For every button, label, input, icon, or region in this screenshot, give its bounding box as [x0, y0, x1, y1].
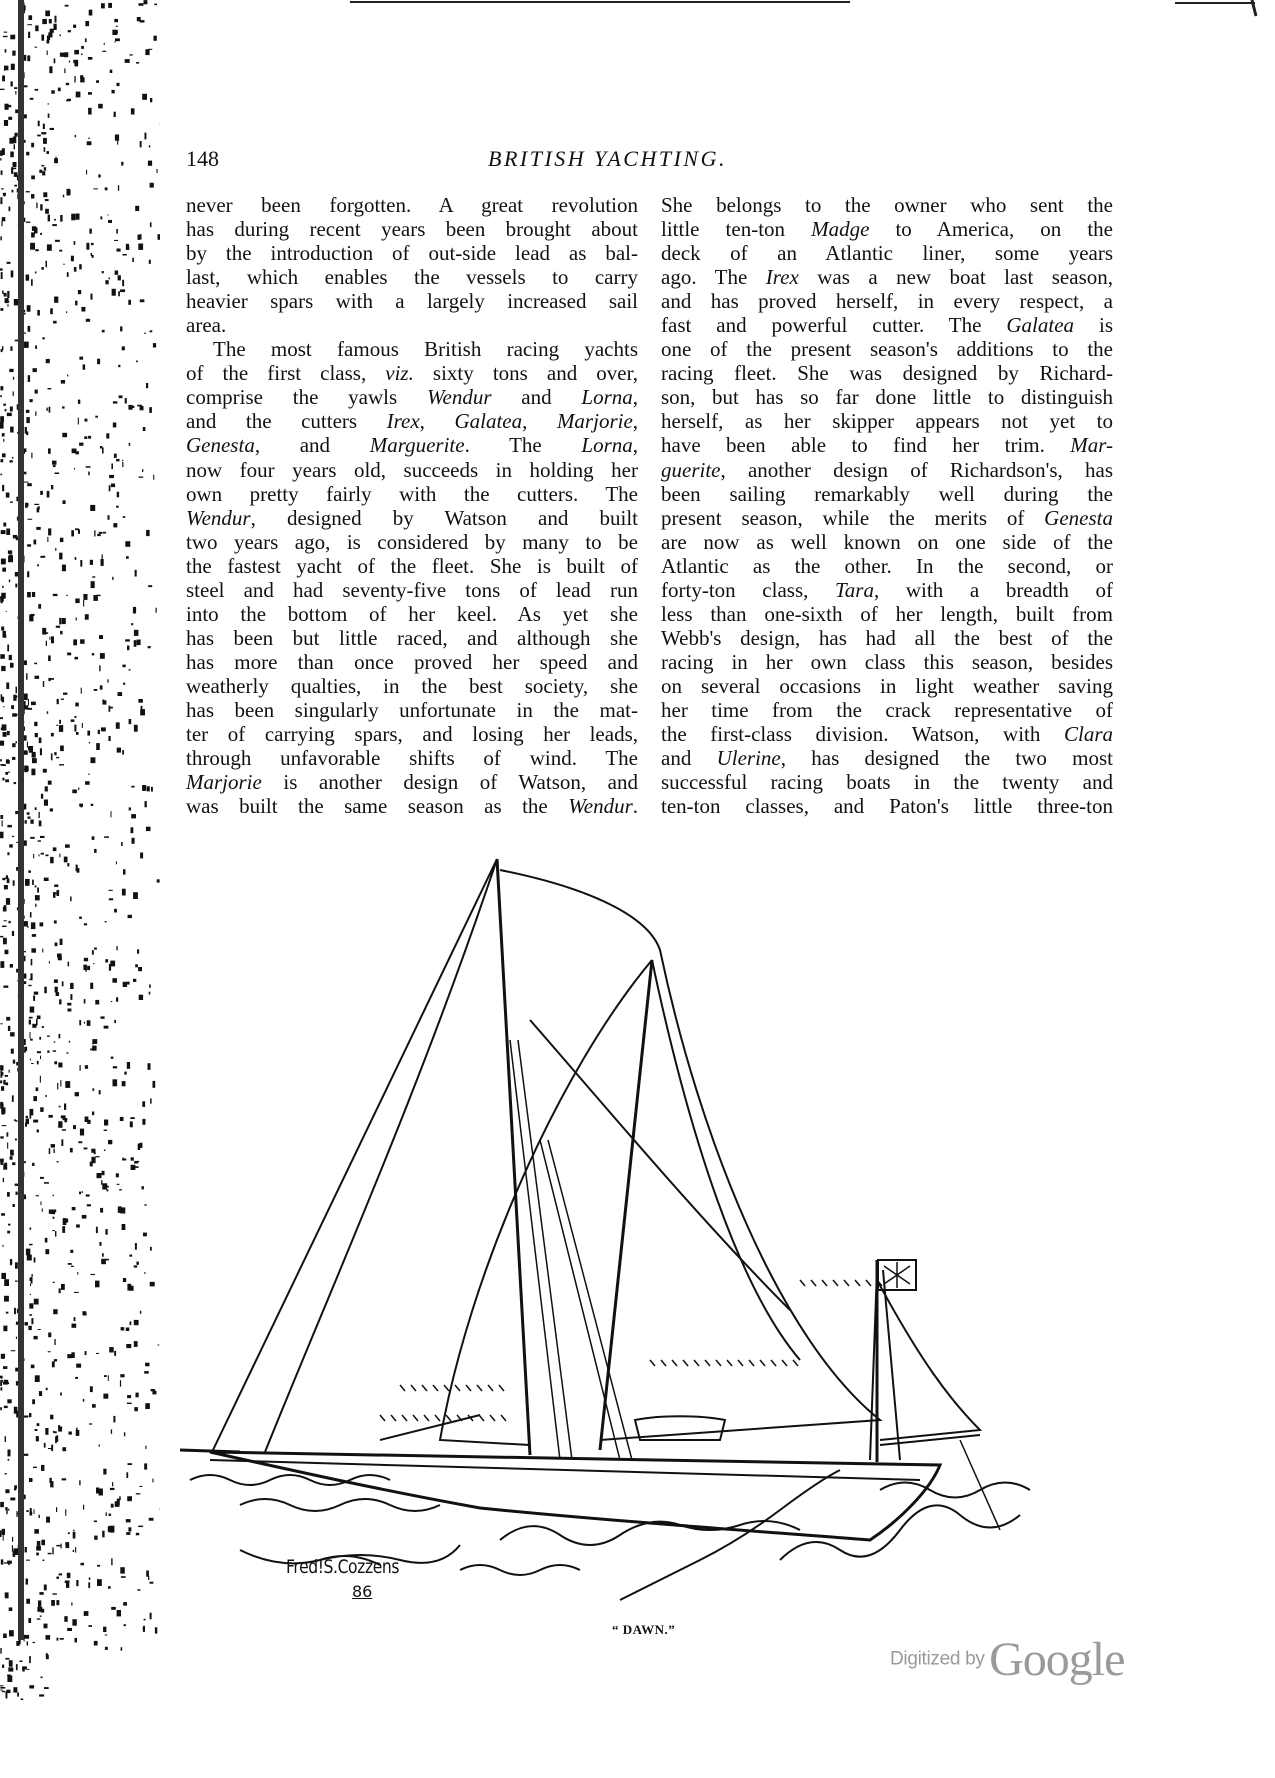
text-line: ago. The Irex was a new boat last season, [661, 265, 1113, 290]
text-line: been sailing remarkably well during the [661, 481, 1113, 506]
scan-speckle [0, 0, 160, 1700]
digitized-by-google-watermark [890, 1632, 1124, 1687]
text-line: guerite, another design of Richardson's, has [661, 457, 1113, 482]
text-line: has more than once proved her speed and [186, 649, 638, 674]
text-line: less than one-sixth of her length, built from [661, 601, 1113, 626]
text-line: forty-ton class, Tara, with a breadth of [661, 577, 1113, 602]
top-mast [600, 960, 652, 1450]
text-line: ter of carrying spars, and losing her leads, [186, 722, 638, 747]
text-line: steel and had seventy-five tons of lead run [186, 577, 638, 602]
italic-vessel-name: Lorna [581, 433, 633, 458]
italic-vessel-name: viz. [385, 361, 414, 386]
italic-vessel-name: Wendur [426, 385, 492, 410]
text-line: last, which enables the vessels to carry [186, 265, 638, 290]
text-line: ten-ton classes, and Paton's little three-ton [661, 794, 1113, 819]
text-line: heavier spars with a largely increased sail [186, 289, 638, 314]
yacht-illustration [180, 840, 1080, 1630]
italic-vessel-name: guerite [661, 457, 721, 482]
text-line: herself, as her skipper appears not yet to [661, 409, 1113, 434]
text-line: present season, while the merits of Genesta [661, 505, 1113, 530]
text-line: weatherly qualties, in the best society, she [186, 673, 638, 698]
italic-vessel-name: Madge [811, 217, 870, 242]
italic-vessel-name: Clara [1063, 722, 1113, 747]
text-line: on several occasions in light weather saving [661, 673, 1113, 698]
text-line: son, but has so far done little to distinguish [661, 385, 1113, 410]
main-sail [500, 870, 880, 1440]
text-line: through unfavorable shifts of wind. The [186, 746, 638, 771]
running-head: BRITISH YACHTING. [488, 146, 727, 171]
text-line: into the bottom of her keel. As yet she [186, 601, 638, 626]
text-line: area. [186, 313, 227, 338]
artist-signature: Fred!S.Cozzens [286, 1556, 400, 1578]
hull [210, 1452, 940, 1540]
text-column-right [661, 193, 1113, 818]
text-line: of the first class, viz. sixty tons and over, [186, 361, 638, 386]
italic-vessel-name: Lorna [581, 385, 633, 410]
watermark-brand: Google [989, 1633, 1125, 1686]
text-line: Wendur, designed by Watson and built [186, 505, 638, 530]
text-line: comprise the yawls Wendur and Lorna, [186, 385, 638, 410]
italic-vessel-name: Ulerine [716, 746, 781, 771]
mizzen-sail [877, 1280, 980, 1440]
italic-vessel-name: Marjorie [186, 770, 262, 795]
text-line: and has proved herself, in every respect, a [661, 289, 1113, 314]
text-line: Genesta, and Marguerite. The Lorna, [186, 433, 638, 458]
text-line: has been singularly unfortunate in the mat- [186, 697, 638, 722]
text-line: racing in her own class this season, besides [661, 649, 1113, 674]
italic-vessel-name: Tara [835, 577, 874, 602]
artist-signature-year: 86 [352, 1582, 373, 1601]
text-line: now four years old, succeeds in holding her [186, 457, 638, 482]
text-line: The most famous British racing yachts [213, 337, 638, 362]
text-line: and the cutters Irex, Galatea, Marjorie, [186, 409, 639, 434]
text-line: racing fleet. She was designed by Richard- [661, 361, 1113, 386]
page-number: 148 [186, 146, 219, 171]
italic-vessel-name: Mar- [1070, 433, 1113, 458]
watermark-prefix: Digitized by [890, 1648, 985, 1670]
italic-vessel-name: Irex [765, 265, 799, 290]
text-line: own pretty fairly with the cutters. The [186, 481, 638, 506]
italic-vessel-name: Genesta [186, 433, 255, 458]
italic-vessel-name: Marguerite [369, 433, 465, 458]
text-column-left [186, 193, 638, 818]
italic-vessel-name: Wendur [568, 794, 633, 819]
text-line: by the introduction of out-side lead as bal- [186, 241, 638, 266]
text-line: and Ulerine, has designed the two most [661, 746, 1113, 771]
text-line: one of the present season's additions to the [661, 337, 1113, 362]
main-mast [497, 859, 530, 1455]
fore-sail [440, 960, 652, 1445]
text-line: She belongs to the owner who sent the [661, 193, 1113, 217]
text-line: her time from the crack representative of [661, 697, 1113, 722]
italic-vessel-name: Marjorie [556, 409, 633, 434]
text-line: little ten-ton Madge to America, on the [661, 217, 1114, 242]
top-rule-lines [0, 0, 1275, 20]
text-line: are now as well known on one side of the [661, 529, 1113, 554]
text-line: has during recent years been brought about [186, 217, 638, 242]
text-line: was built the same season as the Wendur. [186, 794, 638, 819]
text-line: Webb's design, has had all the best of the [661, 625, 1113, 650]
italic-vessel-name: Irex [386, 409, 420, 434]
text-line: never been forgotten. A great revolution [186, 193, 638, 217]
text-line: Marjorie is another design of Watson, and [186, 770, 638, 795]
illustration-caption: “ DAWN.” [612, 1622, 676, 1637]
italic-vessel-name: Genesta [1044, 505, 1113, 530]
text-line: successful racing boats in the twenty and [661, 770, 1113, 795]
italic-vessel-name: Galatea [1006, 313, 1075, 338]
text-line: Atlantic as the other. In the second, or [661, 553, 1113, 578]
text-line: has been but little raced, and although she [186, 625, 638, 650]
text-line: fast and powerful cutter. The Galatea is [661, 313, 1113, 338]
text-line: two years ago, is considered by many to be [186, 529, 638, 554]
text-line: deck of an Atlantic liner, some years [661, 241, 1113, 266]
text-line: the fastest yacht of the fleet. She is built of [186, 553, 638, 578]
jib-sail [213, 859, 497, 1452]
scan-edge-shadow [0, 0, 160, 1700]
text-line: the first-class division. Watson, with Clara [661, 722, 1113, 747]
text-line: have been able to find her trim. Mar- [661, 433, 1113, 458]
italic-vessel-name: Galatea [454, 409, 523, 434]
italic-vessel-name: Wendur [186, 505, 251, 530]
